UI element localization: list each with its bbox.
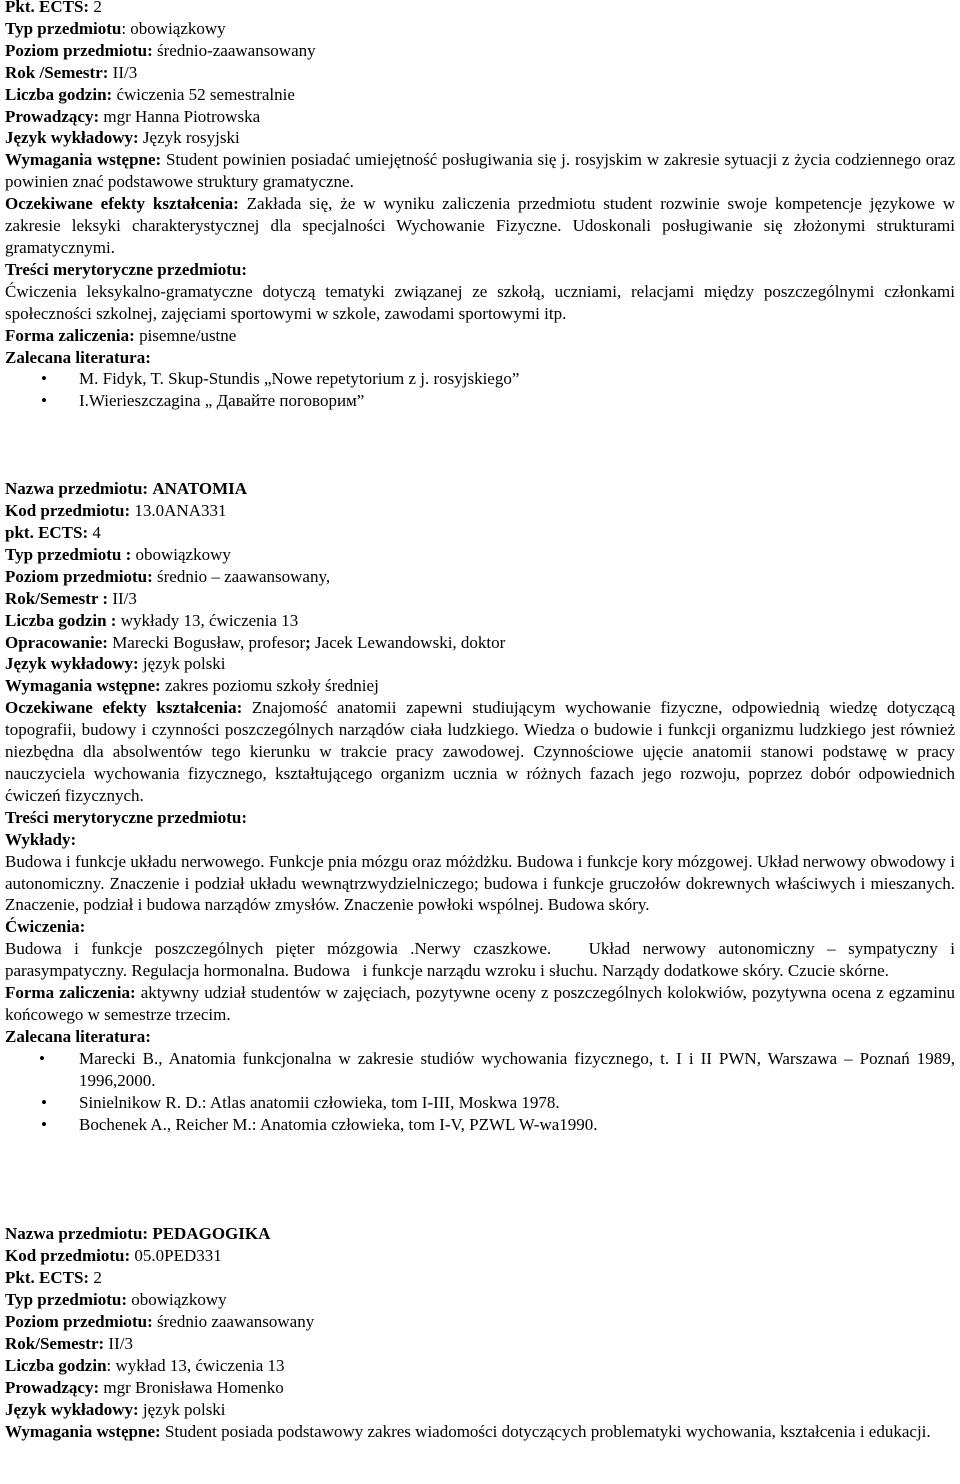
level-line: Poziom przedmiotu: średnio zaawansowany bbox=[5, 1312, 315, 1332]
ects-line: Pkt. ECTS: 2 bbox=[5, 1268, 102, 1288]
hours-line: Liczba godzin: wykład 13, ćwiczenia 13 bbox=[5, 1355, 285, 1375]
exercises-paragraph: Budowa i funkcje poszczególnych pięter mózgowia .Nerwy czaszkowe. Układ nerwowy autonomiczny – sympatyczny i parasympatyczny. Regulacja hormonalna. Budowa i funkcje narządu wzroku i słuchu. Narządy dodatkowe skóry. Czucie skórne. bbox=[5, 939, 960, 981]
language-line: Język wykładowy: Język rosyjski bbox=[5, 128, 240, 148]
course-section-russian bbox=[5, 0, 955, 412]
list-item: • M. Fidyk, T. Skup-Stundis „Nowe repetytorium z j. rosyjskiego” bbox=[5, 368, 955, 390]
lecturer-line: Prowadzący: mgr Bronisława Homenko bbox=[5, 1377, 284, 1397]
year-semester-line: Rok/Semestr: II/3 bbox=[5, 1333, 133, 1353]
prerequisites-paragraph: Wymagania wstępne: Student powinien posiadać umiejętność posługiwania się j. rosyjskim w zakresie sytuacji z życia codziennego oraz powinien znać podstawowe struktury gramatyczne. bbox=[5, 150, 955, 192]
literature-list bbox=[5, 1048, 955, 1136]
lectures-heading: Wykłady: bbox=[5, 829, 77, 849]
lecturer-line: Prowadzący: mgr Hanna Piotrowska bbox=[5, 106, 261, 126]
assessment-paragraph: Forma zaliczenia: aktywny udział studentów w zajęciach, pozytywne oceny z poszczególnych kolokwiów, pozytywna ocena z egzaminu końcowego w semestrze trzecim. bbox=[5, 983, 955, 1024]
course-section-pedagogika bbox=[5, 1223, 955, 1442]
bullet-icon: • bbox=[41, 391, 47, 411]
list-item: • Sinielnikow R. D.: Atlas anatomii człowieka, tom I-III, Moskwa 1978. bbox=[5, 1092, 955, 1114]
bullet-icon: • bbox=[41, 1114, 47, 1134]
literature-heading: Zalecana literatura: bbox=[5, 1026, 151, 1046]
literature-heading: Zalecana literatura: bbox=[5, 347, 151, 367]
course-section-anatomia bbox=[5, 478, 960, 1135]
content-paragraph: Ćwiczenia leksykalno-gramatyczne dotyczą tematyki związanej ze szkołą, uczniami, relacjami między poszczególnymi członkami społeczności szkolnej, zajęciami sportowymi w szkole, zawodami sportowymi itp. bbox=[5, 281, 955, 323]
year-semester-line: Rok /Semestr: II/3 bbox=[5, 62, 138, 82]
hours-line: Liczba godzin: ćwiczenia 52 semestralnie bbox=[5, 84, 295, 104]
type-line: Typ przedmiotu : obowiązkowy bbox=[5, 544, 231, 564]
content-heading: Treści merytoryczne przedmiotu: bbox=[5, 807, 248, 827]
level-line: Poziom przedmiotu: średnio-zaawansowany bbox=[5, 40, 316, 60]
list-item: • I.Wierieszczagina „ Давайте поговорим” bbox=[5, 390, 955, 412]
assessment-line: Forma zaliczenia: pisemne/ustne bbox=[5, 325, 237, 345]
level-line: Poziom przedmiotu: średnio – zaawansowany, bbox=[5, 566, 331, 586]
language-line: Język wykładowy: język polski bbox=[5, 654, 226, 674]
prerequisites-paragraph: Wymagania wstępne: Student posiada podstawowy zakres wiadomości dotyczących problematyki wychowania, kształcenia i edukacji. bbox=[5, 1421, 931, 1441]
hours-line: Liczba godzin : wykłady 13, ćwiczenia 13 bbox=[5, 610, 299, 630]
bullet-icon: • bbox=[39, 1048, 45, 1068]
type-line: Typ przedmiotu: obowiązkowy bbox=[5, 18, 226, 38]
course-code-line: Kod przedmiotu: 13.0ANA331 bbox=[5, 501, 227, 521]
list-item: • Marecki B., Anatomia funkcjonalna w zakresie studiów wychowania fizycznego, t. I i II PWN, Warszawa – Poznań 1989, 1996,2000. bbox=[39, 1048, 955, 1090]
course-code-line: Kod przedmiotu: 05.0PED331 bbox=[5, 1246, 222, 1266]
lectures-paragraph: Budowa i funkcje układu nerwowego. Funkcje pnia mózgu oraz móżdżku. Budowa i funkcje kory mózgowej. Układ nerwowy obwodowy i autonomiczny. Znaczenie i podział układu wewnątrzwydzielniczego; budowa i funkcje gruczołów dokrewnych właściwych i mieszanych. Znaczenie, podział i budowa narządów zmysłów. Znaczenie powłoki wspólnej. Budowa skóry. bbox=[5, 851, 955, 915]
literature-list bbox=[5, 368, 955, 412]
document-page bbox=[5, 0, 960, 1442]
bullet-icon: • bbox=[41, 1092, 47, 1112]
authors-line: Opracowanie: Marecki Bogusław, profesor; Jacek Lewandowski, doktor bbox=[5, 632, 506, 652]
prerequisites-line: Wymagania wstępne: zakres poziomu szkoły średniej bbox=[5, 676, 379, 696]
bullet-icon: • bbox=[41, 369, 47, 389]
year-semester-line: Rok/Semestr : II/3 bbox=[5, 588, 137, 608]
course-name-line: Nazwa przedmiotu: PEDAGOGIKA bbox=[5, 1224, 271, 1244]
language-line: Język wykładowy: język polski bbox=[5, 1399, 226, 1419]
type-line: Typ przedmiotu: obowiązkowy bbox=[5, 1290, 227, 1310]
list-item: • Bochenek A., Reicher M.: Anatomia człowieka, tom I-V, PZWL W-wa1990. bbox=[5, 1114, 955, 1136]
ects-line: pkt. ECTS: 4 bbox=[5, 523, 101, 543]
learning-outcomes-paragraph: Oczekiwane efekty kształcenia: Znajomość anatomii zapewni studiującym wychowanie fizyczne, odpowiednią wiedzę dotyczącą topografii, budowy i czynności poszczególnych narządów ciała ludzkiego. Wiedza o budowie i funkcji organizmu ludzkiego jest również niezbędna dla absolwentów tego kierunku w trakcie pracy zawodowej. Czynnościowe ujęcie anatomii stanowi podstawę w pracy nauczyciela wychowania fizycznego, kształtującego organizm ucznia w różnych fazach jego rozwoju, poprzez dobór odpowiednich ćwiczeń fizycznych. bbox=[5, 698, 955, 805]
exercises-heading: Ćwiczenia: bbox=[5, 917, 86, 937]
content-heading: Treści merytoryczne przedmiotu: bbox=[5, 259, 248, 279]
course-name-line: Nazwa przedmiotu: ANATOMIA bbox=[5, 479, 248, 499]
ects-line: Pkt. ECTS: 2 bbox=[5, 0, 102, 16]
learning-outcomes-paragraph: Oczekiwane efekty kształcenia: Zakłada się, że w wyniku zaliczenia przedmiotu student rozwinie swoje kompetencje językowe w zakresie leksyki charakterystycznej dla specjalności Wychowanie Fizyczne. Udoskonali posługiwanie się złożonymi strukturami gramatycznymi. bbox=[5, 194, 955, 257]
